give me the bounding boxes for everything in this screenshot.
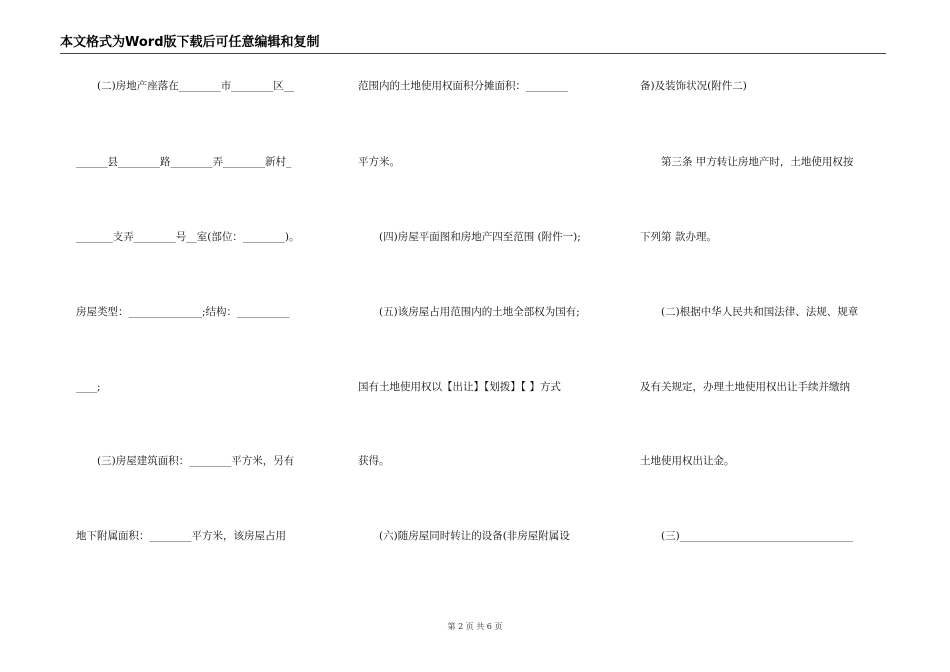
text-line: _______支弄________号__室(部位：________)。 <box>76 231 300 243</box>
text-line: (三)房屋建筑面积：________平方米，另有 <box>76 455 295 467</box>
text-line: 房屋类型：______________;结构：__________ <box>76 306 290 318</box>
text-line: (三)_________________________________ <box>640 530 853 542</box>
text-line: 备)及装饰状况(附件二) <box>640 80 747 92</box>
text-line: 获得。 <box>358 455 390 467</box>
text-line: (四)房屋平面图和房地产四至范围 (附件一); <box>358 231 581 243</box>
text-line: 地下附属面积：________平方米，该房屋占用 <box>76 530 286 542</box>
page-number: 第 2 页 共 6 页 <box>447 622 503 631</box>
text-line: ______县________路________弄________新村_ <box>76 156 292 168</box>
text-line: 及有关规定，办理土地使用权出让手续并缴纳 <box>640 381 850 393</box>
text-line: (二)根据中华人民共和国法律、法规、规章 <box>640 306 859 318</box>
text-line: 范围内的土地使用权面积分摊面积：________ <box>358 80 568 92</box>
text-line: (二)房地产座落在________市________区__ <box>76 80 295 92</box>
document-header: 本文格式为Word版下载后可任意编辑和复制 <box>60 35 886 54</box>
text-line: (六)随房屋同时转让的设备(非房屋附属设 <box>358 530 570 542</box>
text-line: 平方米。 <box>358 156 400 168</box>
text-line: (五)该房屋占用范围内的土地全部权为国有; <box>358 306 580 318</box>
text-line: 第三条 甲方转让房地产时，土地使用权按 <box>640 156 854 168</box>
text-line: 国有土地使用权以【出让】【划拨】【 】方式 <box>358 381 561 393</box>
text-line: 下列第 款办理。 <box>640 231 717 243</box>
text-line: 土地使用权出让金。 <box>640 455 735 467</box>
text-line: ____; <box>76 381 101 393</box>
